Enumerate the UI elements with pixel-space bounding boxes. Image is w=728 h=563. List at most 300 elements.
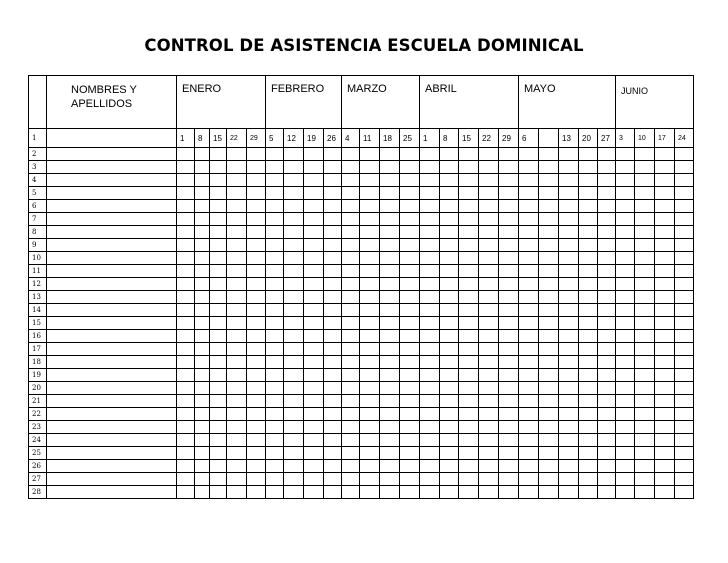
attendance-cell[interactable] <box>579 317 598 330</box>
attendance-cell[interactable] <box>284 473 304 486</box>
attendance-cell[interactable] <box>420 174 440 187</box>
attendance-cell[interactable] <box>440 148 459 161</box>
attendance-cell[interactable] <box>284 187 304 200</box>
attendance-cell[interactable] <box>360 304 380 317</box>
attendance-cell[interactable] <box>177 434 195 447</box>
attendance-cell[interactable] <box>655 213 675 226</box>
attendance-cell[interactable] <box>266 252 284 265</box>
attendance-cell[interactable] <box>616 317 635 330</box>
attendance-cell[interactable] <box>559 161 579 174</box>
attendance-cell[interactable] <box>210 265 227 278</box>
attendance-cell[interactable] <box>380 278 400 291</box>
attendance-cell[interactable] <box>380 161 400 174</box>
attendance-cell[interactable] <box>499 317 519 330</box>
attendance-cell[interactable] <box>195 278 210 291</box>
attendance-cell[interactable] <box>227 486 247 499</box>
attendance-cell[interactable] <box>195 447 210 460</box>
attendance-cell[interactable] <box>210 343 227 356</box>
attendance-cell[interactable] <box>598 317 616 330</box>
attendance-cell[interactable] <box>210 278 227 291</box>
attendance-cell[interactable] <box>247 395 266 408</box>
attendance-cell[interactable] <box>400 265 420 278</box>
attendance-cell[interactable] <box>675 239 694 252</box>
attendance-cell[interactable] <box>459 239 479 252</box>
attendance-cell[interactable] <box>324 148 342 161</box>
attendance-cell[interactable] <box>675 343 694 356</box>
attendance-cell[interactable] <box>324 486 342 499</box>
attendance-cell[interactable] <box>177 148 195 161</box>
attendance-cell[interactable] <box>324 369 342 382</box>
attendance-cell[interactable] <box>675 447 694 460</box>
attendance-cell[interactable] <box>360 200 380 213</box>
attendance-cell[interactable] <box>440 252 459 265</box>
attendance-cell[interactable] <box>420 304 440 317</box>
attendance-cell[interactable] <box>266 304 284 317</box>
attendance-cell[interactable] <box>400 278 420 291</box>
attendance-cell[interactable] <box>440 473 459 486</box>
attendance-cell[interactable] <box>247 200 266 213</box>
attendance-cell[interactable] <box>266 330 284 343</box>
attendance-cell[interactable] <box>195 486 210 499</box>
attendance-cell[interactable] <box>400 317 420 330</box>
attendance-cell[interactable] <box>247 434 266 447</box>
attendance-cell[interactable] <box>675 213 694 226</box>
attendance-cell[interactable] <box>440 460 459 473</box>
attendance-cell[interactable] <box>380 447 400 460</box>
attendance-cell[interactable] <box>440 369 459 382</box>
attendance-cell[interactable] <box>519 369 539 382</box>
attendance-cell[interactable] <box>539 291 559 304</box>
attendance-cell[interactable] <box>210 226 227 239</box>
attendance-cell[interactable] <box>499 252 519 265</box>
attendance-cell[interactable] <box>440 317 459 330</box>
attendance-cell[interactable] <box>266 200 284 213</box>
attendance-cell[interactable] <box>499 421 519 434</box>
attendance-cell[interactable] <box>539 317 559 330</box>
attendance-cell[interactable] <box>635 330 655 343</box>
attendance-cell[interactable] <box>227 460 247 473</box>
attendance-cell[interactable] <box>459 200 479 213</box>
attendance-cell[interactable] <box>195 434 210 447</box>
attendance-cell[interactable] <box>559 382 579 395</box>
name-cell[interactable] <box>47 317 177 330</box>
attendance-cell[interactable] <box>479 291 499 304</box>
attendance-cell[interactable] <box>655 148 675 161</box>
attendance-cell[interactable] <box>284 174 304 187</box>
attendance-cell[interactable] <box>342 473 360 486</box>
attendance-cell[interactable] <box>342 447 360 460</box>
attendance-cell[interactable] <box>635 317 655 330</box>
name-cell[interactable] <box>47 369 177 382</box>
attendance-cell[interactable] <box>304 421 324 434</box>
attendance-cell[interactable] <box>360 408 380 421</box>
attendance-cell[interactable] <box>227 278 247 291</box>
attendance-cell[interactable] <box>400 239 420 252</box>
attendance-cell[interactable] <box>519 187 539 200</box>
attendance-cell[interactable] <box>380 187 400 200</box>
attendance-cell[interactable] <box>519 239 539 252</box>
attendance-cell[interactable] <box>210 330 227 343</box>
attendance-cell[interactable] <box>479 408 499 421</box>
attendance-cell[interactable] <box>210 291 227 304</box>
attendance-cell[interactable] <box>324 330 342 343</box>
attendance-cell[interactable] <box>324 343 342 356</box>
attendance-cell[interactable] <box>195 330 210 343</box>
attendance-cell[interactable] <box>539 382 559 395</box>
attendance-cell[interactable] <box>616 252 635 265</box>
attendance-cell[interactable] <box>400 486 420 499</box>
attendance-cell[interactable] <box>559 252 579 265</box>
attendance-cell[interactable] <box>360 330 380 343</box>
attendance-cell[interactable] <box>675 174 694 187</box>
attendance-cell[interactable] <box>616 460 635 473</box>
attendance-cell[interactable] <box>195 369 210 382</box>
attendance-cell[interactable] <box>616 187 635 200</box>
attendance-cell[interactable] <box>380 473 400 486</box>
attendance-cell[interactable] <box>579 408 598 421</box>
attendance-cell[interactable] <box>360 460 380 473</box>
attendance-cell[interactable] <box>598 473 616 486</box>
attendance-cell[interactable] <box>675 369 694 382</box>
attendance-cell[interactable] <box>360 239 380 252</box>
attendance-cell[interactable] <box>227 200 247 213</box>
attendance-cell[interactable] <box>440 265 459 278</box>
attendance-cell[interactable] <box>519 161 539 174</box>
attendance-cell[interactable] <box>400 447 420 460</box>
attendance-cell[interactable] <box>195 408 210 421</box>
attendance-cell[interactable] <box>177 226 195 239</box>
attendance-cell[interactable] <box>440 239 459 252</box>
attendance-cell[interactable] <box>195 200 210 213</box>
attendance-cell[interactable] <box>459 278 479 291</box>
attendance-cell[interactable] <box>519 473 539 486</box>
attendance-cell[interactable] <box>195 226 210 239</box>
attendance-cell[interactable] <box>479 330 499 343</box>
attendance-cell[interactable] <box>247 174 266 187</box>
attendance-cell[interactable] <box>655 226 675 239</box>
attendance-cell[interactable] <box>227 382 247 395</box>
attendance-cell[interactable] <box>635 473 655 486</box>
attendance-cell[interactable] <box>598 447 616 460</box>
attendance-cell[interactable] <box>400 408 420 421</box>
attendance-cell[interactable] <box>227 343 247 356</box>
attendance-cell[interactable] <box>440 421 459 434</box>
attendance-cell[interactable] <box>579 447 598 460</box>
attendance-cell[interactable] <box>559 434 579 447</box>
attendance-cell[interactable] <box>360 395 380 408</box>
attendance-cell[interactable] <box>266 447 284 460</box>
attendance-cell[interactable] <box>440 174 459 187</box>
attendance-cell[interactable] <box>380 174 400 187</box>
attendance-cell[interactable] <box>227 265 247 278</box>
attendance-cell[interactable] <box>459 265 479 278</box>
attendance-cell[interactable] <box>440 200 459 213</box>
attendance-cell[interactable] <box>304 317 324 330</box>
attendance-cell[interactable] <box>675 226 694 239</box>
attendance-cell[interactable] <box>459 213 479 226</box>
attendance-cell[interactable] <box>539 486 559 499</box>
attendance-cell[interactable] <box>675 382 694 395</box>
attendance-cell[interactable] <box>400 421 420 434</box>
attendance-cell[interactable] <box>598 434 616 447</box>
attendance-cell[interactable] <box>210 460 227 473</box>
attendance-cell[interactable] <box>635 187 655 200</box>
attendance-cell[interactable] <box>400 460 420 473</box>
attendance-cell[interactable] <box>284 239 304 252</box>
attendance-cell[interactable] <box>227 213 247 226</box>
attendance-cell[interactable] <box>499 369 519 382</box>
attendance-cell[interactable] <box>579 265 598 278</box>
name-cell[interactable] <box>47 129 177 148</box>
name-cell[interactable] <box>47 460 177 473</box>
attendance-cell[interactable] <box>360 473 380 486</box>
name-cell[interactable] <box>47 265 177 278</box>
attendance-cell[interactable] <box>400 473 420 486</box>
attendance-cell[interactable] <box>420 278 440 291</box>
attendance-cell[interactable] <box>635 421 655 434</box>
attendance-cell[interactable] <box>539 395 559 408</box>
attendance-cell[interactable] <box>342 343 360 356</box>
attendance-cell[interactable] <box>324 252 342 265</box>
attendance-cell[interactable] <box>499 330 519 343</box>
attendance-cell[interactable] <box>539 252 559 265</box>
attendance-cell[interactable] <box>499 460 519 473</box>
attendance-cell[interactable] <box>579 460 598 473</box>
attendance-cell[interactable] <box>304 213 324 226</box>
attendance-cell[interactable] <box>559 148 579 161</box>
attendance-cell[interactable] <box>499 200 519 213</box>
attendance-cell[interactable] <box>519 382 539 395</box>
attendance-cell[interactable] <box>177 213 195 226</box>
attendance-cell[interactable] <box>284 226 304 239</box>
attendance-cell[interactable] <box>420 161 440 174</box>
attendance-cell[interactable] <box>655 356 675 369</box>
attendance-cell[interactable] <box>635 395 655 408</box>
attendance-cell[interactable] <box>420 317 440 330</box>
attendance-cell[interactable] <box>459 304 479 317</box>
attendance-cell[interactable] <box>559 304 579 317</box>
attendance-cell[interactable] <box>598 265 616 278</box>
attendance-cell[interactable] <box>360 278 380 291</box>
attendance-cell[interactable] <box>380 200 400 213</box>
attendance-cell[interactable] <box>479 486 499 499</box>
attendance-cell[interactable] <box>266 486 284 499</box>
attendance-cell[interactable] <box>266 382 284 395</box>
attendance-cell[interactable] <box>195 343 210 356</box>
attendance-cell[interactable] <box>519 421 539 434</box>
attendance-cell[interactable] <box>304 330 324 343</box>
attendance-cell[interactable] <box>380 486 400 499</box>
attendance-cell[interactable] <box>655 265 675 278</box>
attendance-cell[interactable] <box>247 239 266 252</box>
name-cell[interactable] <box>47 187 177 200</box>
attendance-cell[interactable] <box>616 239 635 252</box>
name-cell[interactable] <box>47 356 177 369</box>
attendance-cell[interactable] <box>380 213 400 226</box>
attendance-cell[interactable] <box>559 395 579 408</box>
attendance-cell[interactable] <box>266 226 284 239</box>
attendance-cell[interactable] <box>598 278 616 291</box>
attendance-cell[interactable] <box>635 200 655 213</box>
attendance-cell[interactable] <box>420 395 440 408</box>
attendance-cell[interactable] <box>559 187 579 200</box>
attendance-cell[interactable] <box>459 148 479 161</box>
attendance-cell[interactable] <box>227 148 247 161</box>
attendance-cell[interactable] <box>210 252 227 265</box>
attendance-cell[interactable] <box>304 460 324 473</box>
attendance-cell[interactable] <box>324 447 342 460</box>
attendance-cell[interactable] <box>598 239 616 252</box>
attendance-cell[interactable] <box>210 382 227 395</box>
name-cell[interactable] <box>47 252 177 265</box>
attendance-cell[interactable] <box>499 213 519 226</box>
attendance-cell[interactable] <box>195 356 210 369</box>
attendance-cell[interactable] <box>655 382 675 395</box>
attendance-cell[interactable] <box>539 200 559 213</box>
attendance-cell[interactable] <box>539 239 559 252</box>
attendance-cell[interactable] <box>400 291 420 304</box>
attendance-cell[interactable] <box>247 213 266 226</box>
attendance-cell[interactable] <box>655 278 675 291</box>
attendance-cell[interactable] <box>284 330 304 343</box>
attendance-cell[interactable] <box>459 317 479 330</box>
attendance-cell[interactable] <box>440 278 459 291</box>
attendance-cell[interactable] <box>655 330 675 343</box>
attendance-cell[interactable] <box>227 161 247 174</box>
attendance-cell[interactable] <box>635 304 655 317</box>
name-cell[interactable] <box>47 421 177 434</box>
attendance-cell[interactable] <box>342 200 360 213</box>
attendance-cell[interactable] <box>177 395 195 408</box>
attendance-cell[interactable] <box>579 395 598 408</box>
attendance-cell[interactable] <box>247 382 266 395</box>
attendance-cell[interactable] <box>360 317 380 330</box>
attendance-cell[interactable] <box>400 200 420 213</box>
attendance-cell[interactable] <box>459 252 479 265</box>
attendance-cell[interactable] <box>247 460 266 473</box>
attendance-cell[interactable] <box>675 161 694 174</box>
attendance-cell[interactable] <box>675 291 694 304</box>
attendance-cell[interactable] <box>579 343 598 356</box>
attendance-cell[interactable] <box>177 278 195 291</box>
attendance-cell[interactable] <box>420 408 440 421</box>
attendance-cell[interactable] <box>499 148 519 161</box>
attendance-cell[interactable] <box>360 421 380 434</box>
attendance-cell[interactable] <box>380 356 400 369</box>
attendance-cell[interactable] <box>598 330 616 343</box>
attendance-cell[interactable] <box>579 434 598 447</box>
attendance-cell[interactable] <box>539 226 559 239</box>
attendance-cell[interactable] <box>304 265 324 278</box>
attendance-cell[interactable] <box>420 330 440 343</box>
attendance-cell[interactable] <box>479 343 499 356</box>
attendance-cell[interactable] <box>210 369 227 382</box>
attendance-cell[interactable] <box>380 317 400 330</box>
attendance-cell[interactable] <box>479 421 499 434</box>
attendance-cell[interactable] <box>324 213 342 226</box>
attendance-cell[interactable] <box>539 304 559 317</box>
attendance-cell[interactable] <box>360 213 380 226</box>
attendance-cell[interactable] <box>635 213 655 226</box>
attendance-cell[interactable] <box>479 434 499 447</box>
attendance-cell[interactable] <box>675 395 694 408</box>
attendance-cell[interactable] <box>247 421 266 434</box>
attendance-cell[interactable] <box>324 382 342 395</box>
attendance-cell[interactable] <box>539 213 559 226</box>
attendance-cell[interactable] <box>539 265 559 278</box>
attendance-cell[interactable] <box>655 161 675 174</box>
attendance-cell[interactable] <box>266 148 284 161</box>
attendance-cell[interactable] <box>342 161 360 174</box>
attendance-cell[interactable] <box>559 278 579 291</box>
attendance-cell[interactable] <box>380 304 400 317</box>
attendance-cell[interactable] <box>635 356 655 369</box>
attendance-cell[interactable] <box>616 174 635 187</box>
attendance-cell[interactable] <box>342 382 360 395</box>
attendance-cell[interactable] <box>675 330 694 343</box>
attendance-cell[interactable] <box>539 434 559 447</box>
attendance-cell[interactable] <box>559 356 579 369</box>
attendance-cell[interactable] <box>499 343 519 356</box>
attendance-cell[interactable] <box>499 187 519 200</box>
attendance-cell[interactable] <box>304 252 324 265</box>
attendance-cell[interactable] <box>420 148 440 161</box>
attendance-cell[interactable] <box>284 291 304 304</box>
attendance-cell[interactable] <box>579 356 598 369</box>
attendance-cell[interactable] <box>210 317 227 330</box>
attendance-cell[interactable] <box>499 278 519 291</box>
attendance-cell[interactable] <box>559 330 579 343</box>
name-cell[interactable] <box>47 239 177 252</box>
attendance-cell[interactable] <box>304 473 324 486</box>
name-cell[interactable] <box>47 304 177 317</box>
attendance-cell[interactable] <box>177 174 195 187</box>
attendance-cell[interactable] <box>177 200 195 213</box>
attendance-cell[interactable] <box>284 317 304 330</box>
attendance-cell[interactable] <box>324 473 342 486</box>
attendance-cell[interactable] <box>479 252 499 265</box>
name-cell[interactable] <box>47 226 177 239</box>
attendance-cell[interactable] <box>635 343 655 356</box>
attendance-cell[interactable] <box>266 421 284 434</box>
attendance-cell[interactable] <box>598 356 616 369</box>
attendance-cell[interactable] <box>324 356 342 369</box>
attendance-cell[interactable] <box>420 447 440 460</box>
attendance-cell[interactable] <box>440 161 459 174</box>
attendance-cell[interactable] <box>459 382 479 395</box>
attendance-cell[interactable] <box>380 252 400 265</box>
attendance-cell[interactable] <box>227 447 247 460</box>
attendance-cell[interactable] <box>177 486 195 499</box>
attendance-cell[interactable] <box>284 434 304 447</box>
attendance-cell[interactable] <box>195 421 210 434</box>
attendance-cell[interactable] <box>195 239 210 252</box>
attendance-cell[interactable] <box>284 304 304 317</box>
attendance-cell[interactable] <box>324 408 342 421</box>
attendance-cell[interactable] <box>380 148 400 161</box>
attendance-cell[interactable] <box>655 434 675 447</box>
attendance-cell[interactable] <box>247 486 266 499</box>
attendance-cell[interactable] <box>598 369 616 382</box>
attendance-cell[interactable] <box>519 213 539 226</box>
attendance-cell[interactable] <box>227 408 247 421</box>
attendance-cell[interactable] <box>479 226 499 239</box>
attendance-cell[interactable] <box>675 252 694 265</box>
attendance-cell[interactable] <box>675 473 694 486</box>
attendance-cell[interactable] <box>284 382 304 395</box>
attendance-cell[interactable] <box>227 291 247 304</box>
attendance-cell[interactable] <box>598 187 616 200</box>
